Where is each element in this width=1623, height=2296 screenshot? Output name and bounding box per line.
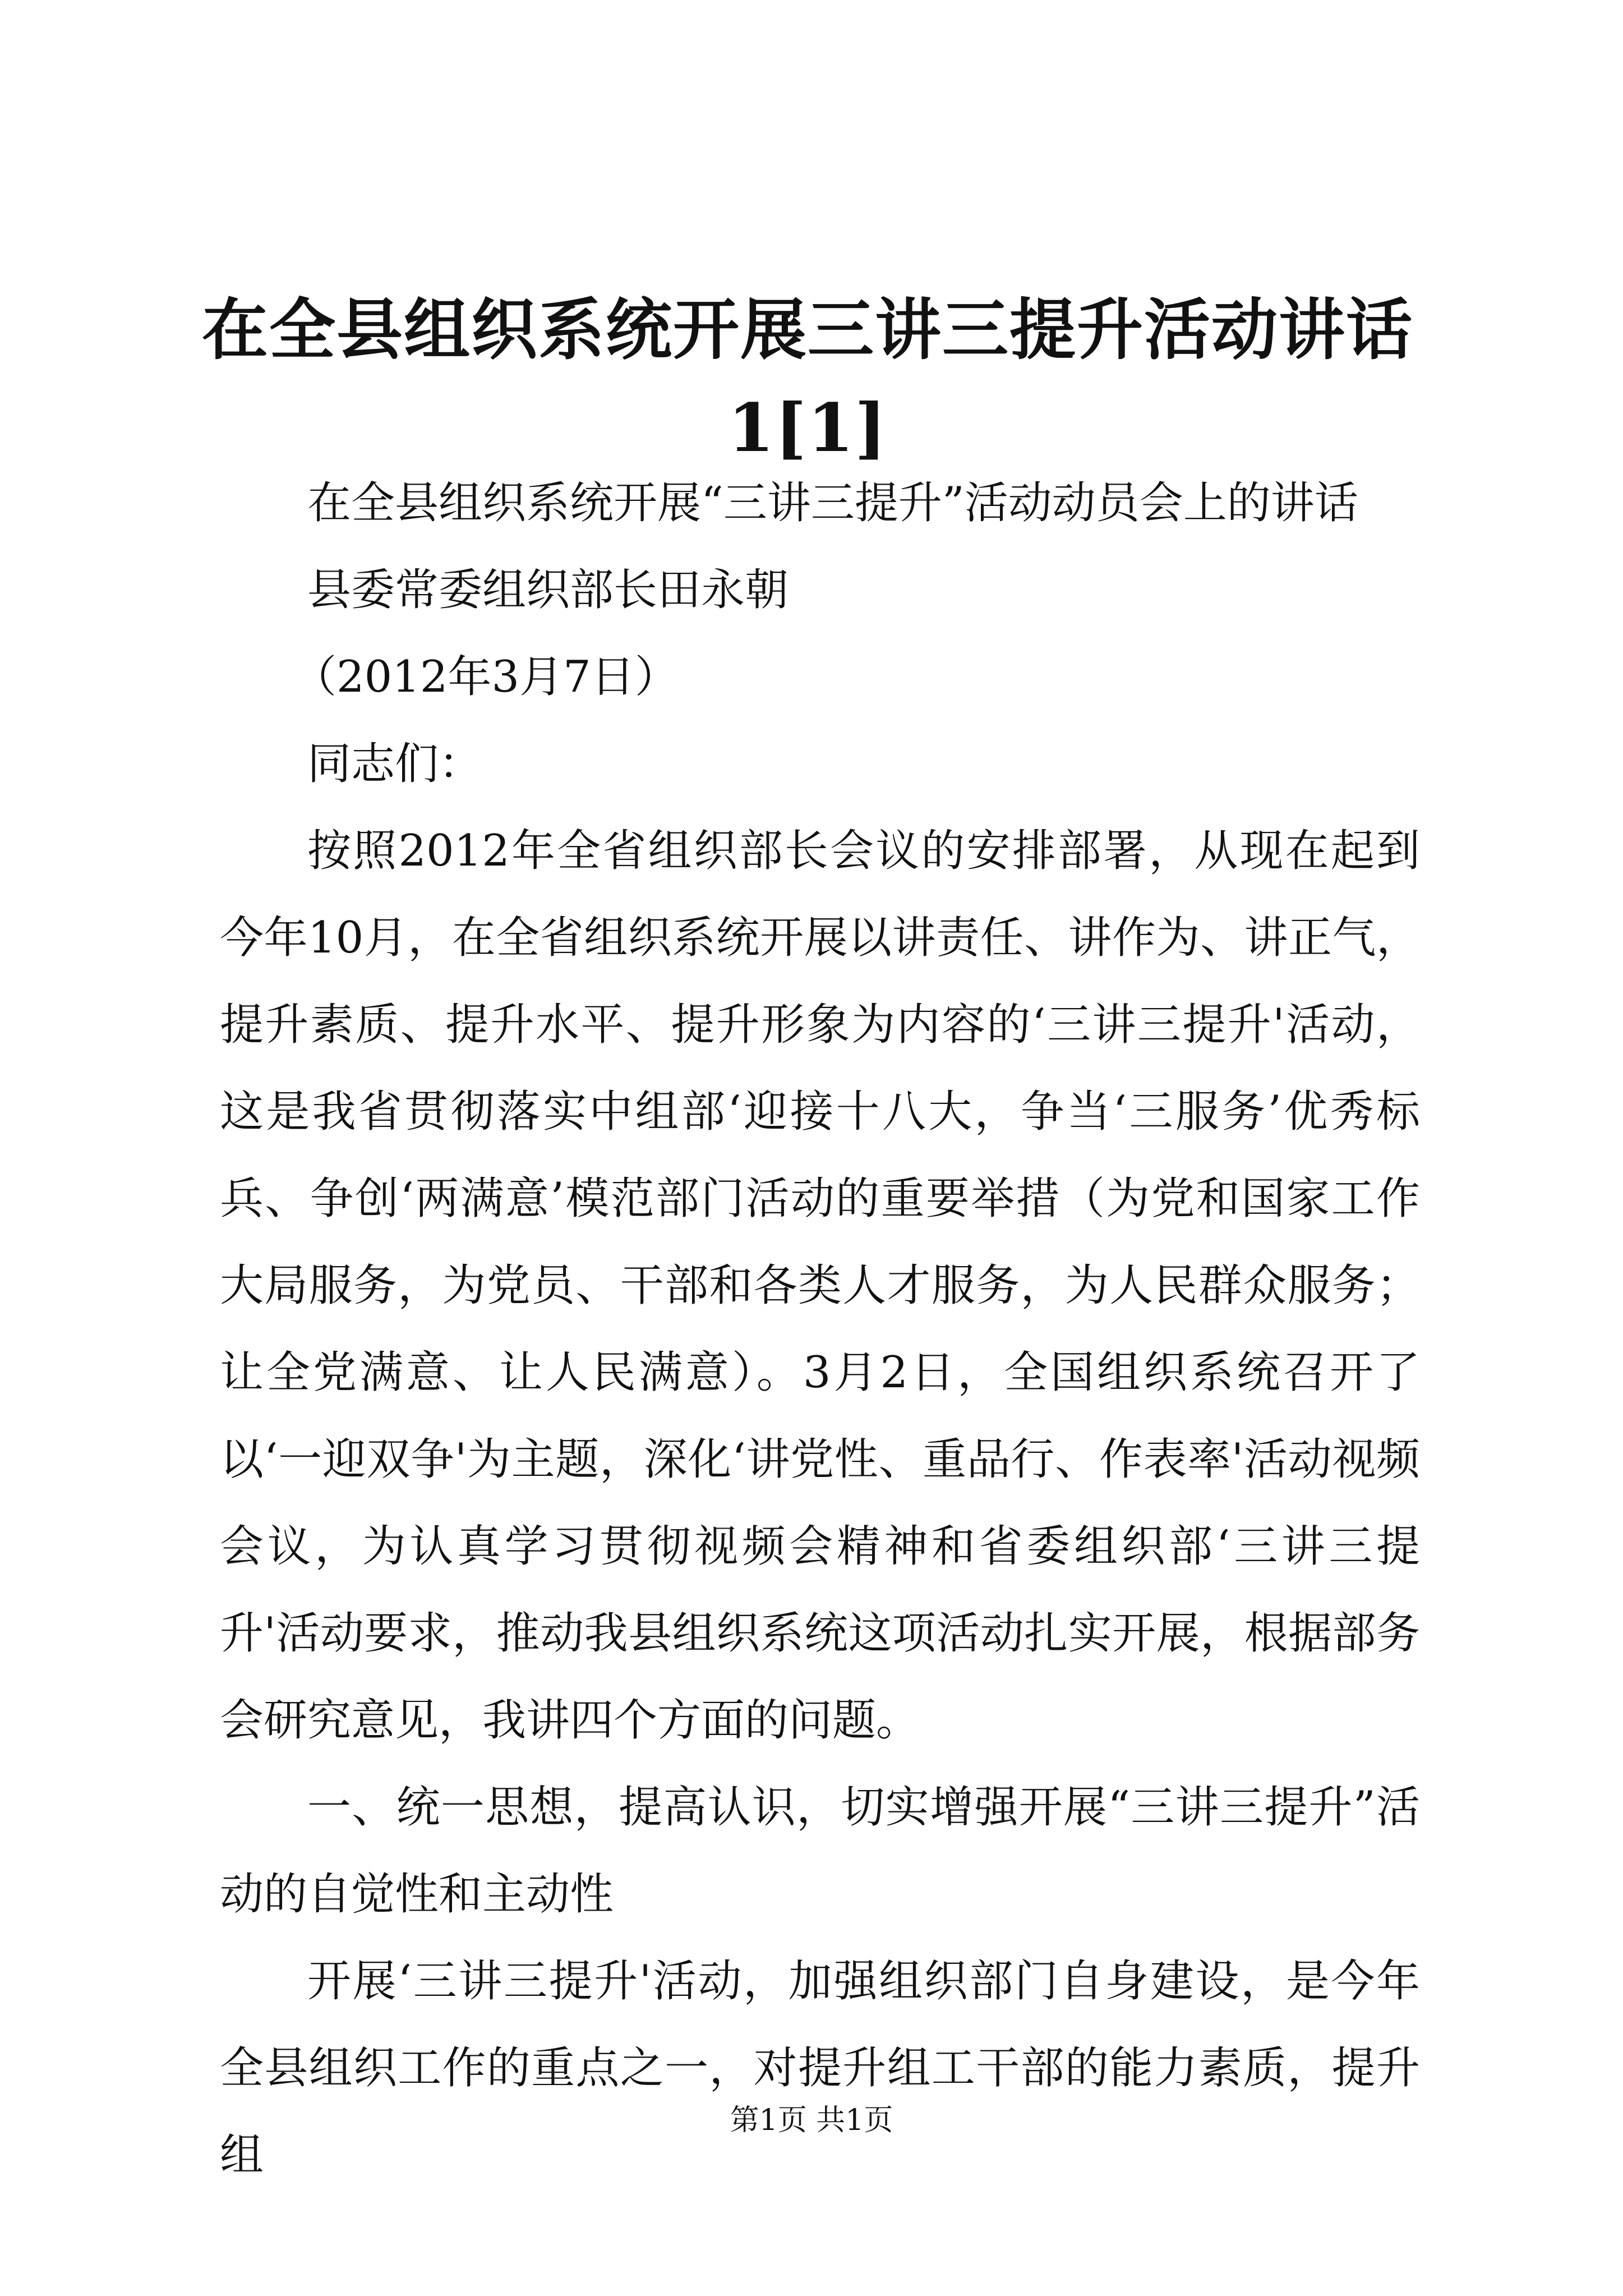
title-line-2: 1[1] <box>728 389 887 467</box>
page-footer: 第1页 共1页 <box>730 2104 893 2137</box>
section-heading-1: 一、统一思想，提高认识，切实增强开展“三讲三提升”活动的自觉性和主动性 <box>220 1782 1420 1920</box>
paragraph-1: 按照2012年全省组织部长会议的安排部署，从现在起到今年10月，在全省组织系统开展以讲责任、讲作为、讲正气，提升素质、提升水平、提升形象为内容的‘三讲三提升'活动，这是我省贯彻落实中组部‘迎接十八大，争当‘三服务’优秀标兵、争创‘两满意’模范部门活动的重要举措（为党和国家工作大局服务，为党员、干部和各类人才服务，为人民群众服务；让全党满意、让人民满意）。3月2日，全国组织系统召开了以‘一迎双争'为主题，深化‘讲党性、重品行、作表率'活动视频会议，为认真学习贯彻视频会精神和省委组织部‘三讲三提升'活动要求，推动我县组织系统这项活动扎实开展，根据部务会研究意见，我讲四个方面的问题。 <box>220 826 1420 1746</box>
salutation: 同志们： <box>307 739 483 789</box>
document-body <box>220 460 1420 2199</box>
date-line: （2012年3月7日） <box>293 652 679 702</box>
paragraph-2: 开展‘三讲三提升'活动，加强组织部门自身建设，是今年全县组织工作的重点之一，对提升组工干部的能力素质，提升组 <box>220 1956 1420 2180</box>
document-title <box>168 280 1447 477</box>
subtitle: 在全县组织系统开展“三讲三提升”活动动员会上的讲话 <box>307 478 1358 528</box>
title-line-1: 在全县组织系统开展三讲三提升活动讲话 <box>201 291 1413 369</box>
author-line: 县委常委组织部长田永朝 <box>307 565 789 615</box>
